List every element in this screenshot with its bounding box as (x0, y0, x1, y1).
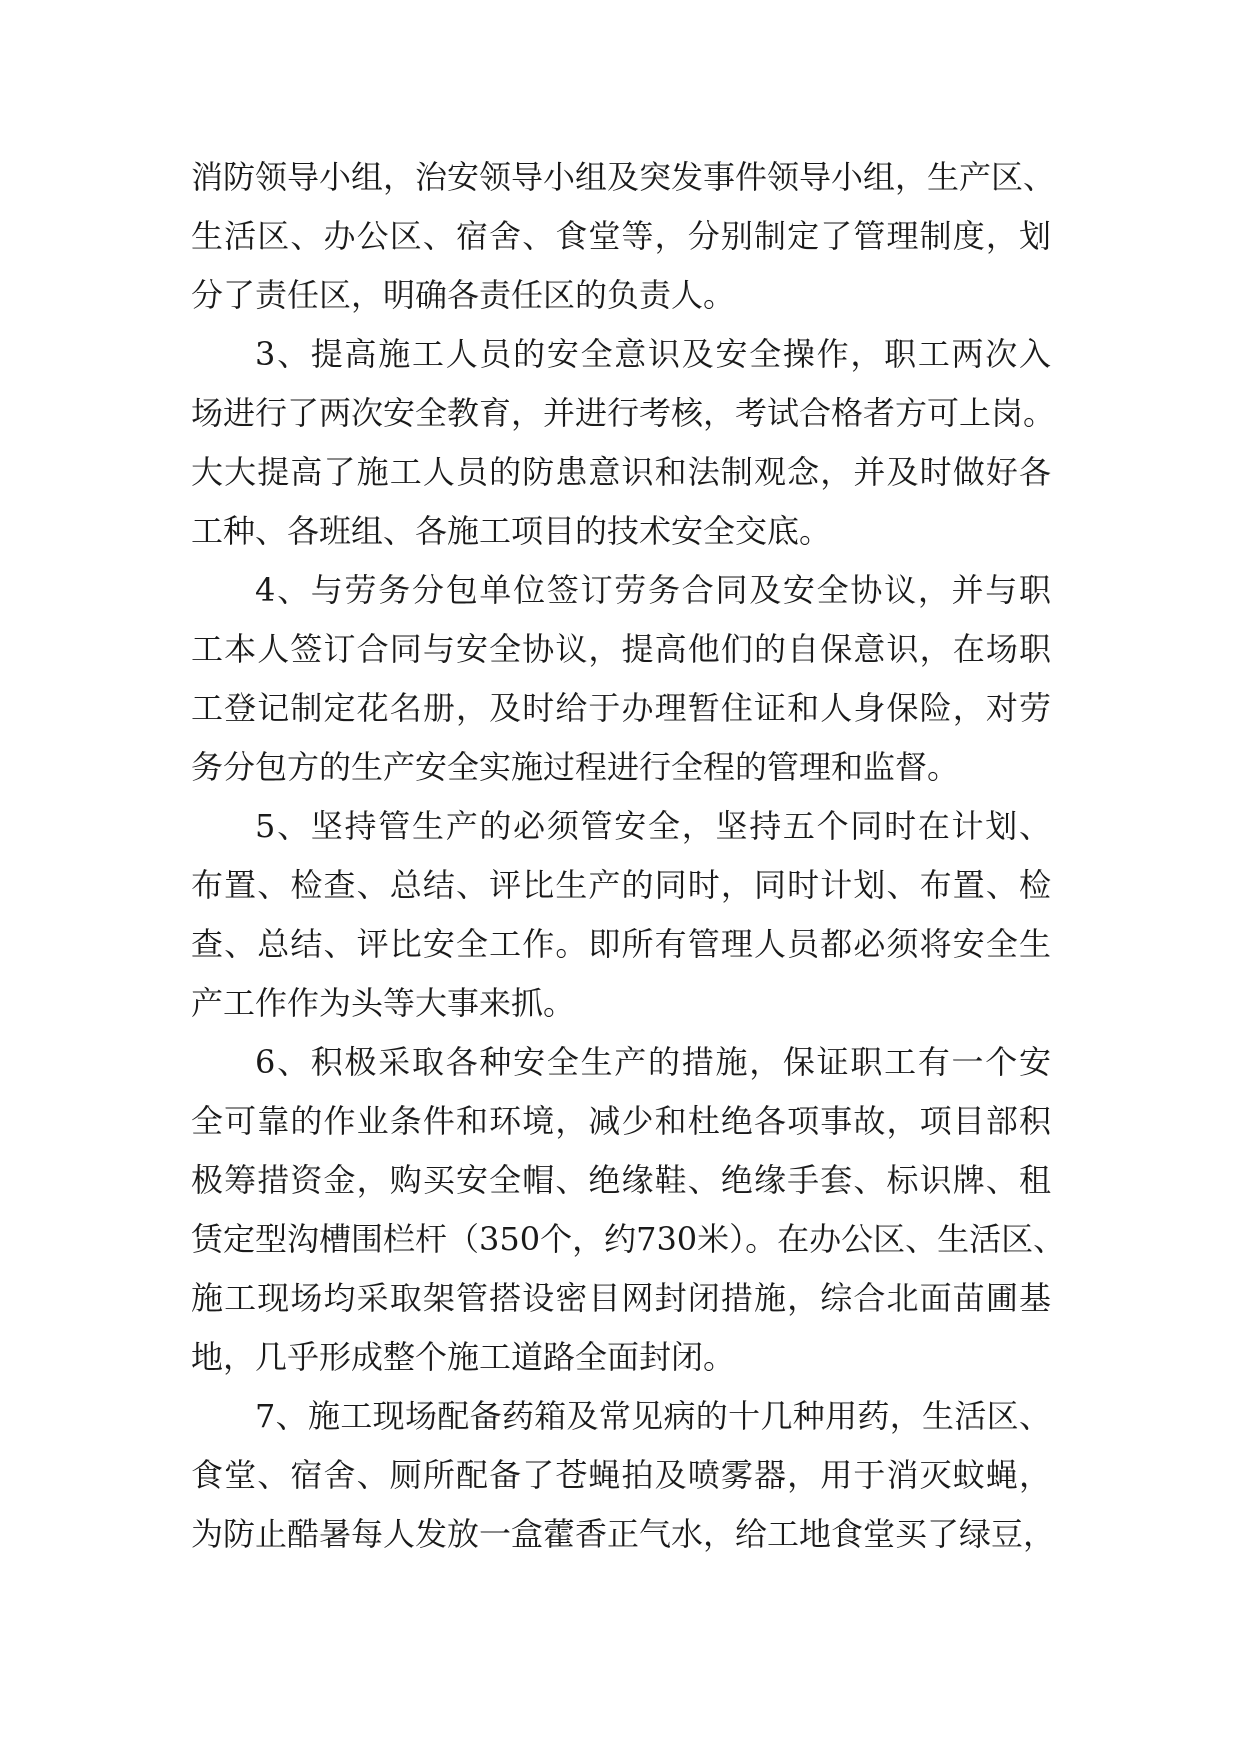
text-line: 地，几乎形成整个施工道路全面封闭。 (191, 1338, 736, 1376)
text-line: 工本人签订合同与安全协议，提高他们的自保意识，在场职 (191, 630, 1051, 668)
paragraph-5-start: 5、坚持管生产的必须管安全，坚持五个同时在计划、 (255, 807, 1051, 845)
text-line: 赁定型沟槽围栏杆（350个，约730米）。在办公区、生活区、 (191, 1220, 1066, 1258)
document-body (191, 148, 1066, 1564)
text-line: 为防止酷暑每人发放一盒藿香正气水，给工地食堂买了绿豆， (191, 1515, 1056, 1553)
text-line: 工种、各班组、各施工项目的技术安全交底。 (191, 512, 832, 550)
text-line: 施工现场均采取架管搭设密目网封闭措施，综合北面苗圃基 (191, 1279, 1051, 1317)
text-line: 场进行了两次安全教育，并进行考核，考试合格者方可上岗。 (191, 394, 1056, 432)
paragraph-6-start: 6、积极采取各种安全生产的措施，保证职工有一个安 (255, 1043, 1051, 1081)
text-line: 布置、检查、总结、评比生产的同时，同时计划、布置、检 (191, 866, 1051, 904)
paragraph-7-start: 7、施工现场配备药箱及常见病的十几种用药，生活区、 (255, 1397, 1051, 1435)
text-line: 全可靠的作业条件和环境，减少和杜绝各项事故，项目部积 (191, 1102, 1051, 1140)
text-line: 务分包方的生产安全实施过程进行全程的管理和监督。 (191, 748, 960, 786)
text-line: 极筹措资金，购买安全帽、绝缘鞋、绝缘手套、标识牌、租 (191, 1161, 1051, 1199)
text-line: 生活区、办公区、宿舍、食堂等，分别制定了管理制度，划 (191, 217, 1051, 255)
text-line: 大大提高了施工人员的防患意识和法制观念，并及时做好各 (191, 453, 1051, 491)
text-line: 查、总结、评比安全工作。即所有管理人员都必须将安全生 (191, 925, 1051, 963)
text-line: 产工作作为头等大事来抓。 (191, 984, 576, 1022)
paragraph-4-start: 4、与劳务分包单位签订劳务合同及安全协议，并与职 (255, 571, 1051, 609)
text-line: 分了责任区，明确各责任区的负责人。 (191, 276, 736, 314)
text-line: 食堂、宿舍、厕所配备了苍蝇拍及喷雾器，用于消灭蚊蝇， (191, 1456, 1051, 1494)
text-line: 工登记制定花名册，及时给于办理暂住证和人身保险，对劳 (191, 689, 1051, 727)
paragraph-3-start: 3、提高施工人员的安全意识及安全操作，职工两次入 (255, 335, 1051, 373)
text-line: 消防领导小组，治安领导小组及突发事件领导小组，生产区、 (191, 158, 1056, 196)
